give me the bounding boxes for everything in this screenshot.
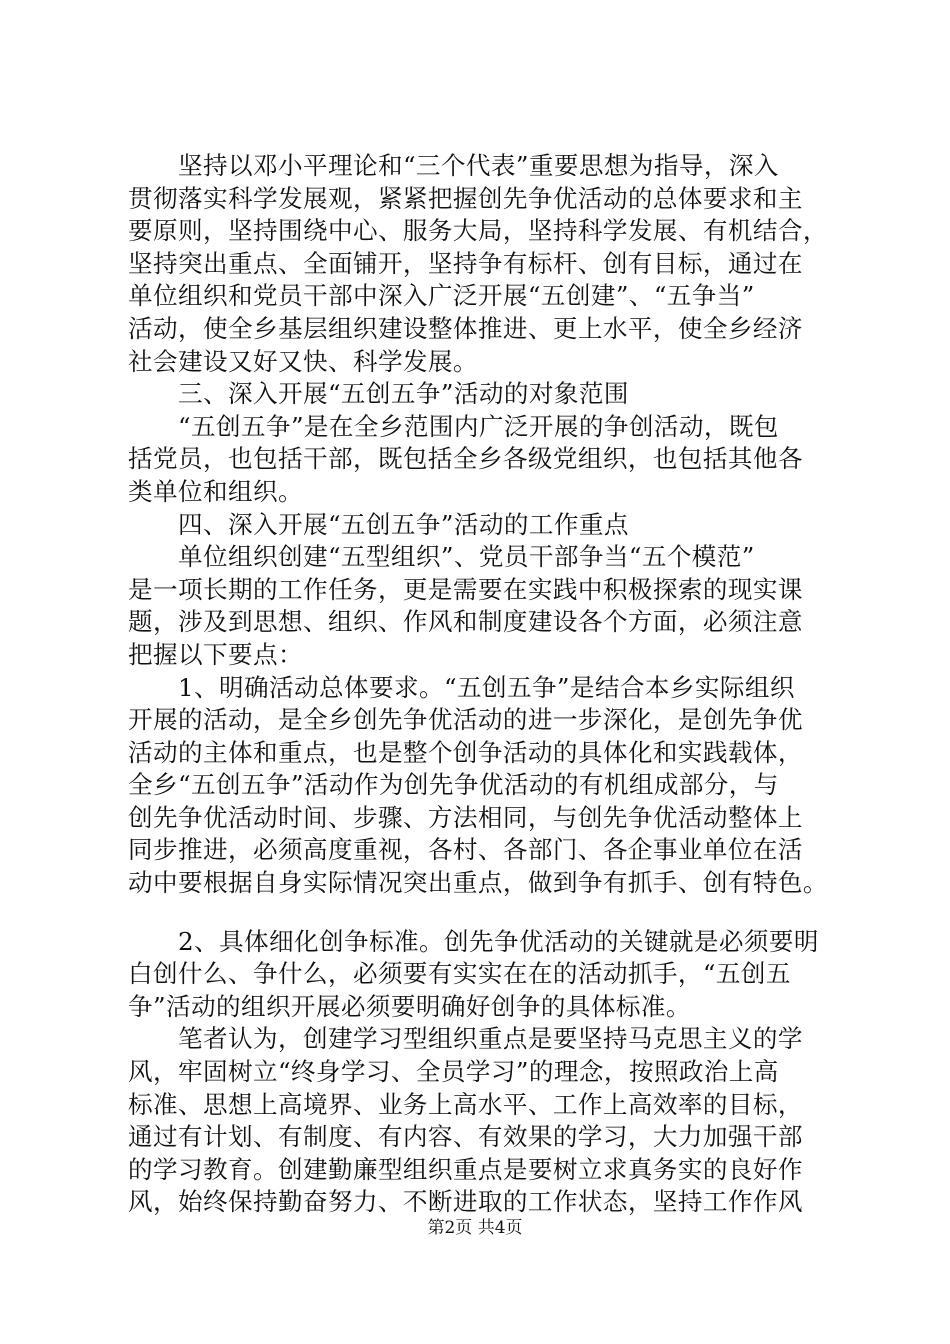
text-line: 贯彻落实科学发展观，紧紧把握创先争优活动的总体要求和主 [128,183,803,213]
text-line: 坚持突出重点、全面铺开，坚持争有标杆、创有目标，通过在 [128,248,803,278]
paragraph-guiding-principle [128,150,834,378]
document-body [128,150,834,1219]
text-line: 的学习教育。创建勤廉型组织重点是要树立求真务实的良好作 [128,1154,803,1184]
paragraph-point-1 [128,672,834,900]
text-line: 同步推进，必须高度重视，各村、各部门、各企事业单位在活 [128,835,803,865]
text-line: 创先争优活动时间、步骤、方法相同，与创先争优活动整体上 [128,802,803,832]
section-heading-scope: 三、深入开展“五创五争”活动的对象范围 [178,379,629,409]
text-line: 通过有计划、有制度、有内容、有效果的学习，大力加强干部 [128,1122,803,1152]
text-line: 白创什么、争什么，必须要有实实在在的活动抓手，“五创五 [128,959,791,989]
paragraph-point-2 [128,926,834,1024]
text-line: 开展的活动，是全乡创先争优活动的进一步深化，是创先争优 [128,705,803,735]
text-line: 活动，使全乡基层组织建设整体推进、更上水平，使全乡经济 [128,313,803,343]
text-line: 争”活动的组织开展必须要明确好创争的具体标准。 [128,991,691,1021]
text-line: 1、明确活动总体要求。“五创五争”是结合本乡实际组织 [178,672,795,702]
text-line: 类单位和组织。 [128,476,303,506]
paragraph-spacer [128,900,834,926]
text-line: “五创五争”是在全乡范围内广泛开展的争创活动，既包 [178,411,779,441]
text-line: 单位组织创建“五型组织”、党员干部争当“五个模范” [178,542,755,572]
text-line: 风，始终保持勤奋努力、不断进取的工作状态，坚持工作作风 [128,1187,803,1217]
paragraph-scope [128,411,834,509]
text-line: 把握以下要点： [128,639,303,669]
text-line: 标准、思想上高境界、业务上高水平、工作上高效率的目标， [128,1089,803,1119]
text-line: 活动的主体和重点，也是整个创争活动的具体化和实践载体， [128,737,803,767]
paragraph-author-view [128,1023,834,1219]
text-line: 坚持以邓小平理论和“三个代表”重要思想为指导，深入 [178,151,779,180]
text-line: 2、具体细化创争标准。创先争优活动的关键就是必须要明 [178,926,819,956]
text-line: 风，牢固树立“终身学习、全员学习”的理念，按照政治上高 [128,1057,779,1087]
page-number-footer: 第2页 共4页 [427,1218,523,1238]
text-line: 题，涉及到思想、组织、作风和制度建设各个方面，必须注意 [128,607,803,637]
text-line: 全乡“五创五争”活动作为创先争优活动的有机组成部分，与 [128,770,779,800]
text-line: 社会建设又好又快、科学发展。 [128,346,478,376]
text-line: 括党员，也包括干部，既包括全乡各级党组织，也包括其他各 [128,444,803,474]
text-line: 动中要根据自身实际情况突出重点，做到争有抓手、创有特色。 [128,868,828,898]
text-line: 是一项长期的工作任务，更是需要在实践中积极探索的现实课 [128,574,803,604]
section-heading-key-points: 四、深入开展“五创五争”活动的工作重点 [178,509,629,539]
paragraph-key-points-intro [128,541,834,671]
text-line: 要原则，坚持围绕中心、服务大局，坚持科学发展、有机结合， [128,216,828,246]
text-line: 单位组织和党员干部中深入广泛开展“五创建”、“五争当” [128,281,755,311]
text-line: 笔者认为，创建学习型组织重点是要坚持马克思主义的学 [178,1024,803,1054]
